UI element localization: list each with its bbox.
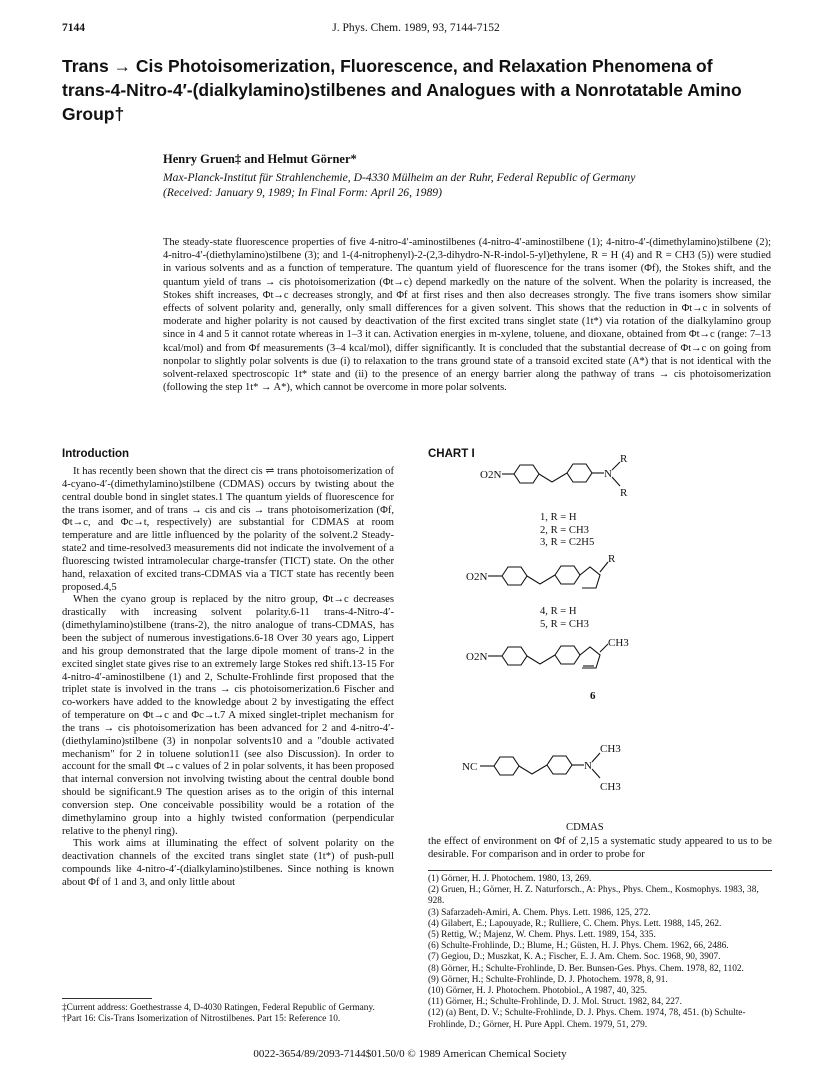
compound-entry: 1, R = H: [540, 512, 577, 523]
compound-entry: 5, R = CH3: [540, 618, 589, 630]
o2n-label-2: O2N: [466, 571, 488, 583]
intro-paragraph-2: When the cyano group is replaced by the nitro group, Φt→c decreases drastically with increasing solvent polarity.6-11 trans-4-Nitro-4′-(dimethylamino)stilbene (trans-2), the nitro analogue of trans-CDMAS, has been the subject of numerous investigations.6-18 Over 30 years ago, Lippert and his group demonstrated that the large dipole moment of trans-2 in the excited singlet state gives rise to an extremely large Stokes red shift.13-15 For 4-nitro-4′-aminostilbene (1) and 2, Schulte-Frohlinde first proposed that the triplet state is involved in the trans → cis photoisomerization.6 Fischer and co-workers have added to the knowledge about 2 by investigating the effect of temperature on Φt→c and Φc→t.7 A mixed singlet-triplet mechanism for the trans → cis photoisomerization has been advanced for 2 and 4-nitro-4′-(diethylamino)stilbene (3) in nonpolar solvents10 and a "double activated mechanism" for 2 in toluene solution11 (see also Discussion). In order to account for the small Φt→c values of 2 in polar solvents, it has been proposed that internal conversion not involving twisting about the central double bond should be significant.9 The question arises as to the origin of this internal conversion step. One conceivable possibility would be a rotation of the dimethylamino group into a highly twisted conformation (perpendicular relative to the phenyl ring).: [62, 594, 394, 837]
compound-list-4-5: [540, 606, 589, 631]
reference-item: (4) Gilabert, E.; Lapouyade, R.; Rulliere, C. Chem. Phys. Lett. 1988, 145, 262.: [428, 918, 722, 929]
o2n-label-1: O2N: [480, 469, 502, 481]
structure-indoline: [488, 562, 608, 588]
footnote-rule: [62, 998, 152, 999]
authors: Henry Gruen‡ and Helmut Görner*: [163, 152, 357, 166]
compound-list-1-3: [540, 512, 594, 550]
r-label-1b: R: [620, 487, 628, 499]
footnote-part: †Part 16: Cis-Trans Isomerization of Nitrostilbenes. Part 15: Reference 10.: [62, 1014, 341, 1025]
reference-item: (9) Görner, H.; Schulte-Frohlinde, D. J. Photochem. 1978, 8, 91.: [428, 974, 668, 985]
ch3-label-cdmas-b: CH3: [600, 781, 621, 793]
structure-indole: [488, 644, 608, 668]
ch3-label-3: CH3: [608, 637, 629, 649]
abstract: The steady-state fluorescence properties of five 4-nitro-4′-aminostilbenes (4-nitro-4′-aminostilbene (1); 4-nitro-4′-(dimethylamino)stilbene (2); 4-nitro-4′-(diethylamino)stilbene (3); and 1-(4-nitrophenyl)-2-(2,3-dihydro-N-R-indol-5-yl)ethylene, R = H (4) and R = CH3 (5)) were studied in various solvents and as a function of temperature. The quantum yield of fluorescence for the trans isomer (Φf), the Stokes shift, and the quantum yield of trans → cis photoisomerization (Φt→c) depend markedly on the nature of the solvent. When the polarity is increased, the Stokes shift increases, Φt→c decreases strongly, and Φf at first rises and then also decreases strongly. The five trans isomers show similar effects of solvent polarity and, generally, only small differences for a given solvent. This shows that the reduction in Φt→c in solvents of moderate and higher polarity is not caused by deactivation of the first excited trans singlet state (1t*) via rotation of the dialkylamino group since in 4 and 5 it cannot rotate whereas in 1–3 it can. Activation energies in m-xylene, toluene, and dioxane, obtained from Φt→c (range: 7–13 kcal/mol) and from Φf measurements (3–4 kcal/mol), differ significantly. It is concluded that the substantial decrease of Φt→c on going from nonpolar to slightly polar solvents is due (i) to relaxation to the trans ground state of a transoid excited state (A*) that is not identical with the solvent-relaxed spectroscopic 1t* state and (ii) to the presence of an energy barrier along the pathway of trans → cis photoisomerization (following the step 1t* → A*), which cannot be overcome in more polar solvents.: [163, 237, 771, 394]
article-title: Trans → Cis Photoisomerization, Fluorescence, and Relaxation Phenomena of trans-4-Nitro-4′-(dialkylamino)stilbenes and Analogues with a Nonrotatable Amino Group†: [62, 56, 742, 124]
compound-entry: 3, R = C2H5: [540, 537, 595, 549]
right-column-text: the effect of environment on Φf of 2,15 a systematic study appeared to us to be desirable. For comparison and in order to probe for: [428, 836, 772, 860]
compound-6-label: 6: [590, 690, 596, 702]
affiliation-block: [163, 170, 763, 200]
footnotes: [62, 1003, 394, 1026]
left-column: [62, 448, 394, 890]
reference-item: (8) Görner, H.; Schulte-Frohlinde, D. Ber. Bunsen-Ges. Phys. Chem. 1978, 82, 1102.: [428, 963, 744, 974]
cdmas-label: CDMAS: [566, 822, 604, 833]
reference-item: (3) Safarzadeh-Amiri, A. Chem. Phys. Lett. 1986, 125, 272.: [428, 907, 651, 918]
footnote-current-address: ‡Current address: Goethestrasse 4, D-4030 Ratingen, Federal Republic of Germany.: [62, 1003, 375, 1013]
reference-item: (7) Gegiou, D.; Muszkat, K. A.; Fischer, E. J. Am. Chem. Soc. 1968, 90, 3907.: [428, 952, 721, 963]
references: [428, 874, 772, 1031]
ch3-label-cdmas-a: CH3: [600, 743, 621, 755]
compound-entry: 2, R = CH3: [540, 524, 589, 536]
running-head: [62, 22, 770, 38]
chart-title: CHART I: [428, 448, 475, 460]
affiliation: Max-Planck-Institut für Strahlenchemie, D-4330 Mülheim an der Ruhr, Federal Republic of Germany: [163, 171, 636, 184]
reference-item: (2) Gruen, H.; Görner, H. Z. Naturforsch., A: Phys., Phys. Chem., Kosmophys. 1983, 38, 928.: [428, 885, 759, 907]
reference-item: (6) Schulte-Frohlinde, D.; Blume, H.; Güsten, H. J. Phys. Chem. 1962, 66, 2486.: [428, 941, 729, 952]
o2n-label-3: O2N: [466, 651, 488, 663]
reference-item: (12) (a) Bent, D. V.; Schulte-Frohlinde, D. J. Phys. Chem. 1974, 78, 451. (b) Schulte-Frohlinde, D.; Görner, H. Pure Appl. Chem. 1979, 51, 279.: [428, 1008, 746, 1030]
reference-item: (5) Rettig, W.; Majenz, W. Chem. Phys. Lett. 1989, 154, 335.: [428, 930, 656, 941]
copyright-line: 0022-3654/89/2093-7144$01.50/0 © 1989 American Chemical Society: [253, 1048, 567, 1060]
received-dates: (Received: January 9, 1989; In Final Form: April 26, 1989): [163, 186, 442, 199]
intro-paragraph-3: This work aims at illuminating the effect of solvent polarity on the deactivation channels of the excited trans singlet state (1t*) of push-pull compounds like 4-nitro-4′-(dialkylamino)stilbenes. Since nothing is known about Φf of 1 and 3, and only little about: [62, 838, 394, 888]
reference-item: (10) Görner, H. J. Photochem. Photobiol., A 1987, 40, 325.: [428, 986, 648, 997]
r-label-2: R: [608, 553, 616, 565]
r-label-1a: R: [620, 453, 628, 465]
reference-item: (11) Görner, H.; Schulte-Frohlinde, D. J. Mol. Struct. 1982, 84, 227.: [428, 997, 682, 1008]
journal-citation: J. Phys. Chem. 1989, 93, 7144-7152: [332, 22, 500, 34]
structure-cdmas: [480, 753, 600, 778]
intro-paragraph-1: It has recently been shown that the direct cis ⇌ trans photoisomerization of 4-cyano-4′-(dimethylamino)stilbene (CDMAS) occurs by twisting about the central double bond in singlet states.1 The quantum yields of fluorescence for the trans isomer, and of trans → cis and cis → trans photoisomerization (Φf, Φt→c, and Φc→t, respectively) are substantial for CDMAS at room temperature and are little influenced by the polarity of the solvent.2 Steady-state2 and time-resolved3 measurements did not indicate the involvement of a fluorescing twisted intramolecular charge-transfer (TICT) state. On the other hand, relaxation of excited trans-CDMAS via a TICT state has recently been proposed.4,5: [62, 466, 394, 593]
structure-aminostilbene: [502, 462, 620, 486]
page-number: 7144: [62, 22, 85, 34]
reference-item: (1) Görner, H. J. Photochem. 1980, 13, 269.: [428, 874, 592, 884]
n-label-1: N: [604, 468, 612, 480]
references-rule: [428, 870, 772, 871]
nc-label: NC: [462, 761, 478, 773]
section-heading-introduction: Introduction: [62, 448, 130, 460]
compound-entry: 4, R = H: [540, 606, 577, 617]
n-label-cdmas: N: [584, 760, 592, 772]
